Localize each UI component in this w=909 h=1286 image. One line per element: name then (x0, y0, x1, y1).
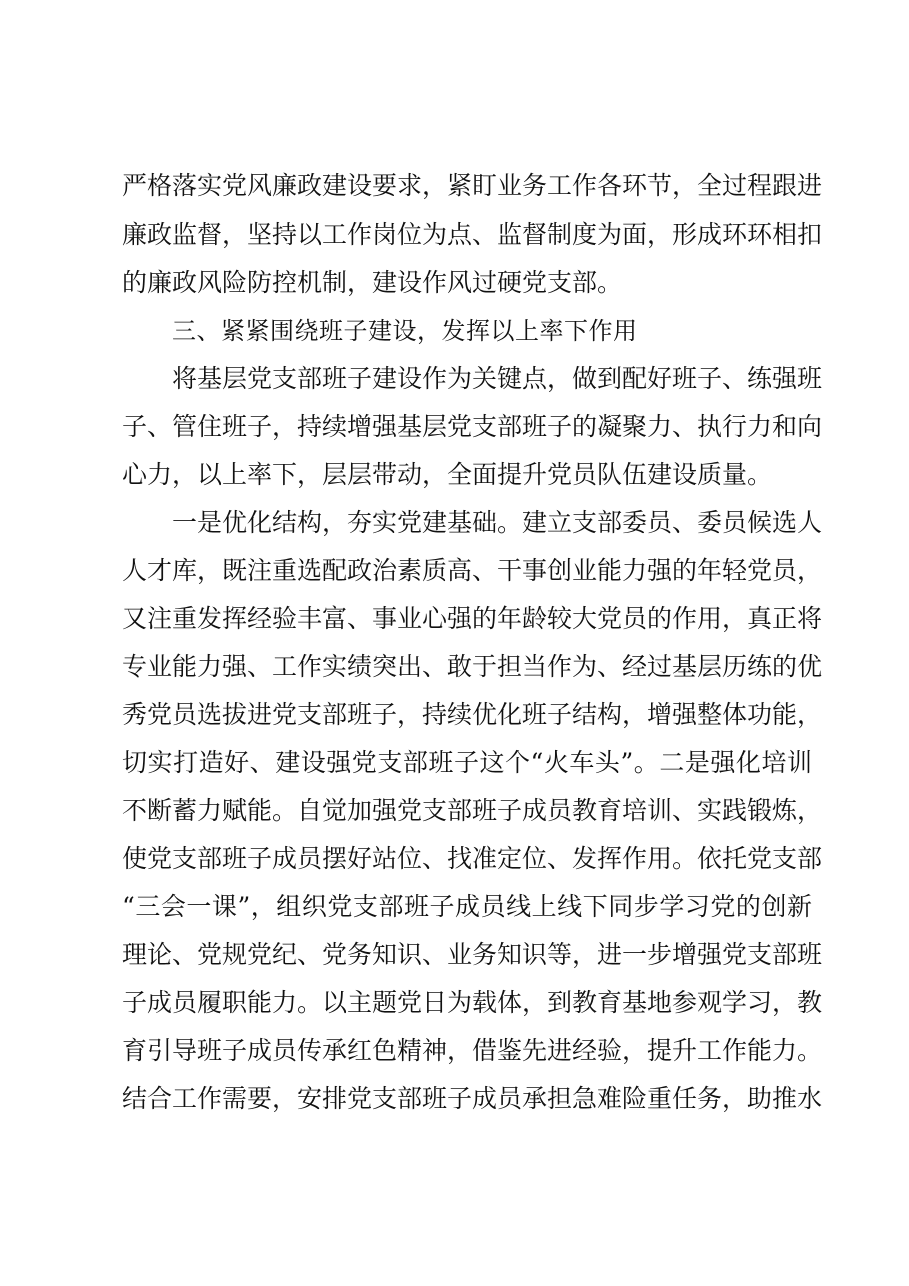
text-line: 使党支部班子成员摆好站位、找准定位、发挥作用。依托党支部 (122, 844, 823, 873)
text-line: 秀党员选拔进党支部班子，持续优化班子结构，增强整体功能， (122, 700, 823, 729)
text-line: 的廉政风险防控机制，建设作风过硬党支部。 (122, 268, 623, 297)
text-line: 专业能力强、工作实绩突出、敢于担当作为、经过基层历练的优 (122, 652, 823, 681)
text-line: 子、管住班子，持续增强基层党支部班子的凝聚力、执行力和向 (122, 412, 823, 441)
text-line: 一是优化结构，夯实党建基础。建立支部委员、委员候选人 (172, 508, 823, 537)
section-heading: 三、紧紧围绕班子建设，发挥以上率下作用 (172, 317, 638, 345)
text-line: 严格落实党风廉政建设要求，紧盯业务工作各环节，全过程跟进 (122, 171, 823, 200)
text-line: 不断蓄力赋能。自觉加强党支部班子成员教育培训、实践锻炼， (122, 796, 823, 825)
text-line: 结合工作需要，安排党支部班子成员承担急难险重任务，助推水 (122, 1084, 823, 1113)
text-line: 将基层党支部班子建设作为关键点，做到配好班子、练强班 (172, 364, 823, 393)
text-line: 又注重发挥经验丰富、事业心强的年龄较大党员的作用，真正将 (122, 604, 823, 633)
text-line: 切实打造好、建设强党支部班子这个“火车头”。二是强化培训 (122, 748, 812, 777)
text-line: “三会一课”，组织党支部班子成员线上线下同步学习党的创新 (122, 892, 812, 921)
text-line: 子成员履职能力。以主题党日为载体，到教育基地参观学习，教 (122, 988, 823, 1017)
text-line: 理论、党规党纪、党务知识、业务知识等，进一步增强党支部班 (122, 940, 823, 969)
text-line: 廉政监督，坚持以工作岗位为点、监督制度为面，形成环环相扣 (122, 220, 823, 249)
text-line: 人才库，既注重选配政治素质高、干事创业能力强的年轻党员， (122, 556, 823, 585)
text-line: 育引导班子成员传承红色精神，借鉴先进经验，提升工作能力。 (122, 1036, 823, 1065)
text-line: 心力，以上率下，层层带动，全面提升党员队伍建设质量。 (122, 460, 773, 489)
